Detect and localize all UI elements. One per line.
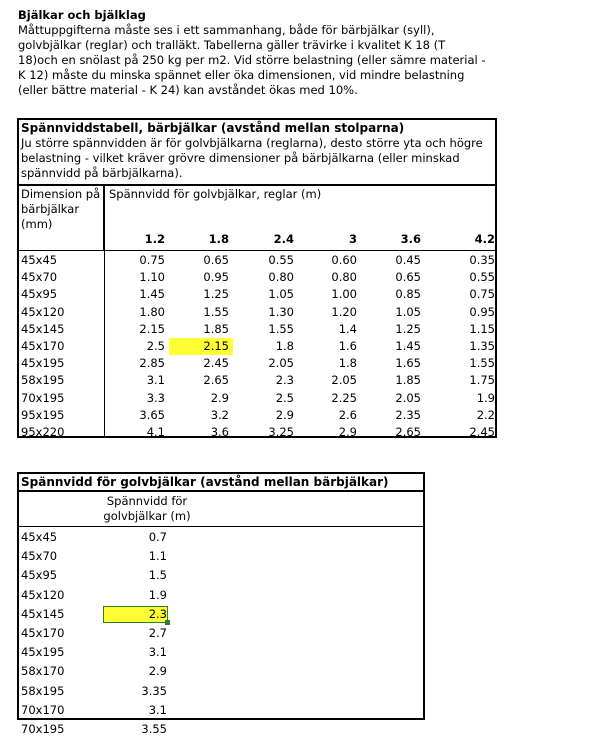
dimension-cell: 70x170 xyxy=(21,702,65,717)
span-value-cell[interactable]: 1.9 xyxy=(148,587,167,602)
span-value-cell[interactable]: 2.35 xyxy=(395,407,421,422)
span-value-cell[interactable]: 1.05 xyxy=(268,287,294,302)
span-column-header: 1.8 xyxy=(208,232,229,246)
span-value-cell[interactable]: 3.3 xyxy=(146,390,165,405)
span-value-cell[interactable]: 2.05 xyxy=(331,373,357,388)
span-value-cell[interactable]: 1.10 xyxy=(139,270,165,285)
span-value-cell[interactable]: 2.9 xyxy=(275,407,294,422)
dimension-header-line: (mm) xyxy=(21,217,53,231)
intro-line: 18)och en snölast på 250 kg per m2. Vid större belastning (eller sämre material - xyxy=(18,53,486,67)
span-value-cell[interactable]: 0.75 xyxy=(469,287,495,302)
span-value-cell[interactable]: 1.55 xyxy=(203,304,229,319)
dimension-cell: 70x195 xyxy=(21,390,65,405)
span-value-cell[interactable]: 1.1 xyxy=(148,549,167,564)
dimension-cell: 45x120 xyxy=(21,304,65,319)
table2-header-divider xyxy=(19,526,423,527)
dimension-cell: 70x195 xyxy=(21,722,65,736)
intro-line: Måttuppgifterna måste ses i ett sammanhang, både för bärbjälkar (syll), xyxy=(18,23,435,37)
span-value-cell[interactable]: 0.60 xyxy=(331,253,357,267)
dimension-cell: 45x145 xyxy=(21,321,65,336)
table-row xyxy=(19,269,495,286)
dimension-cell: 45x70 xyxy=(21,549,58,564)
table-row xyxy=(19,624,423,643)
span-column-header: 3 xyxy=(348,232,357,246)
table1-header xyxy=(19,120,495,186)
intro-line: (eller bättre material - K 24) kan avståndet ökas med 10%. xyxy=(18,83,358,97)
span-value-cell[interactable]: 1.15 xyxy=(469,321,495,336)
span-value-cell[interactable]: 2.25 xyxy=(331,390,357,405)
table-row xyxy=(19,390,495,407)
table-row xyxy=(19,547,423,566)
span-value-cell[interactable]: 2.15 xyxy=(203,339,229,353)
span-value-cell[interactable]: 1.05 xyxy=(395,304,421,319)
span-value-cell[interactable]: 0.80 xyxy=(331,270,357,285)
span-value-cell[interactable]: 3.1 xyxy=(148,645,167,660)
intro-line: golvbjälkar (reglar) och tralläkt. Tabellerna gäller trävirke i kvalitet K 18 (T xyxy=(18,38,446,52)
table-row xyxy=(19,586,423,605)
span-value-cell[interactable]: 1.75 xyxy=(469,373,495,388)
span-column-header: 4.2 xyxy=(474,232,495,246)
dimension-cell: 58x195 xyxy=(21,683,65,698)
table-row xyxy=(19,286,495,303)
span-value-cell[interactable]: 1.8 xyxy=(338,356,357,371)
span-value-cell[interactable]: 0.75 xyxy=(139,253,165,267)
span-value-cell[interactable]: 1.00 xyxy=(331,287,357,302)
span-value-cell[interactable]: 2.3 xyxy=(275,373,294,388)
span-value-cell[interactable]: 3.55 xyxy=(141,722,167,736)
table-row xyxy=(19,662,423,681)
dimension-header xyxy=(19,186,104,250)
span-value-cell[interactable]: 3.25 xyxy=(268,425,294,439)
table2-column-header xyxy=(103,494,191,524)
span-value-cell[interactable]: 3.1 xyxy=(146,373,165,388)
span-value-cell[interactable]: 1.25 xyxy=(203,287,229,302)
span-value-cell[interactable]: 0.45 xyxy=(395,253,421,267)
table-row xyxy=(19,372,495,389)
table1-column-header xyxy=(19,186,495,251)
dimension-cell: 45x170 xyxy=(21,626,65,640)
dimension-cell: 45x170 xyxy=(21,339,65,353)
dimension-cell: 45x45 xyxy=(21,253,58,267)
span-header: Spännvidd för golvbjälkar, reglar (m) xyxy=(109,187,322,201)
span-value-cell[interactable]: 1.20 xyxy=(331,304,357,319)
span-value-cell[interactable]: 3.2 xyxy=(210,407,229,422)
dimension-cell: 45x120 xyxy=(21,587,65,602)
table-row xyxy=(19,605,423,624)
span-value-cell[interactable]: 1.4 xyxy=(338,321,357,336)
joist-span-table xyxy=(17,472,425,736)
span-value-cell[interactable]: 2.65 xyxy=(203,373,229,388)
dimension-cell: 45x145 xyxy=(21,606,65,621)
span-value-cell[interactable]: 1.45 xyxy=(395,339,421,353)
table1-desc-line: spännvidd på bärbjälkarna). xyxy=(21,166,183,180)
span-value-cell[interactable]: 1.35 xyxy=(469,339,495,353)
intro-section xyxy=(18,8,498,98)
table1-desc-line: Ju större spännvidden är för golvbjälkarna (reglarna), desto större yta och högre xyxy=(21,136,483,150)
span-column-header: 1.2 xyxy=(144,232,165,246)
table-row xyxy=(19,304,495,321)
span-value-cell[interactable]: 2.15 xyxy=(139,321,165,336)
span-value-cell[interactable]: 0.55 xyxy=(469,270,495,285)
span-value-cell[interactable]: 2.45 xyxy=(203,356,229,371)
table-row xyxy=(19,338,495,355)
span-value-cell[interactable]: 1.80 xyxy=(139,304,165,319)
span-value-cell[interactable]: 0.65 xyxy=(395,270,421,285)
span-value-cell[interactable]: 2.6 xyxy=(338,407,357,422)
table-row xyxy=(19,720,423,739)
span-value-cell[interactable]: 2.7 xyxy=(148,626,167,640)
span-value-cell[interactable]: 1.65 xyxy=(395,356,421,371)
table-row xyxy=(19,252,495,269)
span-value-cell[interactable]: 0.80 xyxy=(268,270,294,285)
span-value-cell[interactable]: 0.95 xyxy=(203,270,229,285)
dimension-header-line: Dimension på xyxy=(21,187,101,201)
span-value-cell[interactable]: 0.35 xyxy=(469,253,495,267)
span-value-cell[interactable]: 0.95 xyxy=(469,304,495,319)
dimension-cell: 45x70 xyxy=(21,270,58,285)
span-value-cell[interactable]: 0.85 xyxy=(395,287,421,302)
span-column-header: 3.6 xyxy=(400,232,421,246)
span-value-cell[interactable]: 2.65 xyxy=(395,425,421,439)
dimension-cell: 95x220 xyxy=(21,425,65,439)
table2-column-header-line: Spännvidd för xyxy=(106,494,188,508)
span-value-cell[interactable]: 1.9 xyxy=(476,390,495,405)
span-value-cell[interactable]: 1.30 xyxy=(268,304,294,319)
table-row xyxy=(19,424,495,441)
dimension-header-line: bärbjälkar xyxy=(21,202,80,216)
table-row xyxy=(19,355,495,372)
table1-title: Spännviddstabell, bärbjälkar (avstånd mellan stolparna) xyxy=(21,121,405,135)
intro-line: K 12) måste du minska spännet eller öka dimensionen, vid mindre belastning xyxy=(18,68,465,82)
dimension-cell: 45x195 xyxy=(21,645,65,660)
span-value-cell[interactable]: 4.1 xyxy=(146,425,165,439)
table-row xyxy=(19,701,423,720)
span-value-cell[interactable]: 2.5 xyxy=(275,390,294,405)
span-value-cell[interactable]: 2.5 xyxy=(146,339,165,353)
span-value-cell[interactable]: 2.2 xyxy=(476,407,495,422)
table-row xyxy=(19,682,423,701)
span-value-cell[interactable]: 2.45 xyxy=(469,425,495,439)
span-value-cell[interactable]: 3.65 xyxy=(139,407,165,422)
span-value-cell[interactable]: 1.5 xyxy=(148,568,167,583)
span-value-cell[interactable]: 1.55 xyxy=(268,321,294,336)
dimension-cell: 58x195 xyxy=(21,373,65,388)
dimension-cell: 58x170 xyxy=(21,664,65,679)
table-row xyxy=(19,321,495,338)
span-value-cell[interactable]: 1.25 xyxy=(395,321,421,336)
table-row xyxy=(19,566,423,585)
span-value-cell[interactable]: 1.6 xyxy=(338,339,357,353)
span-value-cell[interactable]: 0.65 xyxy=(203,253,229,267)
table2-title: Spännvidd för golvbjälkar (avstånd mellan bärbjälkar) xyxy=(19,474,423,492)
span-value-cell[interactable]: 2.3 xyxy=(148,606,167,621)
dimension-cell: 95x195 xyxy=(21,407,65,422)
table1-desc-line: belastning - vilket kräver grövre dimensioner på bärbjälkarna (eller minskad xyxy=(21,151,460,165)
span-value-cell[interactable]: 2.9 xyxy=(338,425,357,439)
table2-column-header-line: golvbjälkar (m) xyxy=(103,509,191,523)
table-row xyxy=(19,528,423,547)
intro-heading: Bjälkar och bjälklag xyxy=(18,8,146,22)
span-value-cell[interactable]: 2.9 xyxy=(210,390,229,405)
span-value-cell[interactable]: 1.55 xyxy=(469,356,495,371)
span-value-cell[interactable]: 3.35 xyxy=(141,683,167,698)
span-value-cell[interactable]: 3.6 xyxy=(210,425,229,439)
dimension-cell: 45x95 xyxy=(21,287,58,302)
span-value-cell[interactable]: 0.55 xyxy=(268,253,294,267)
span-value-cell[interactable]: 0.7 xyxy=(148,530,167,544)
span-value-cell[interactable]: 2.9 xyxy=(148,664,167,679)
table-row xyxy=(19,643,423,662)
dimension-cell: 45x45 xyxy=(21,530,58,544)
span-column-header: 2.4 xyxy=(273,232,294,246)
span-value-cell[interactable]: 1.8 xyxy=(275,339,294,353)
span-value-cell[interactable]: 1.85 xyxy=(395,373,421,388)
dimension-cell: 45x95 xyxy=(21,568,58,583)
span-value-cell[interactable]: 1.45 xyxy=(139,287,165,302)
span-value-cell[interactable]: 2.85 xyxy=(139,356,165,371)
table-row xyxy=(19,407,495,424)
span-value-cell[interactable]: 1.85 xyxy=(203,321,229,336)
span-value-cell[interactable]: 2.05 xyxy=(395,390,421,405)
span-value-cell[interactable]: 3.1 xyxy=(148,702,167,717)
beam-span-table xyxy=(17,118,497,438)
span-value-cell[interactable]: 2.05 xyxy=(268,356,294,371)
dimension-cell: 45x195 xyxy=(21,356,65,371)
